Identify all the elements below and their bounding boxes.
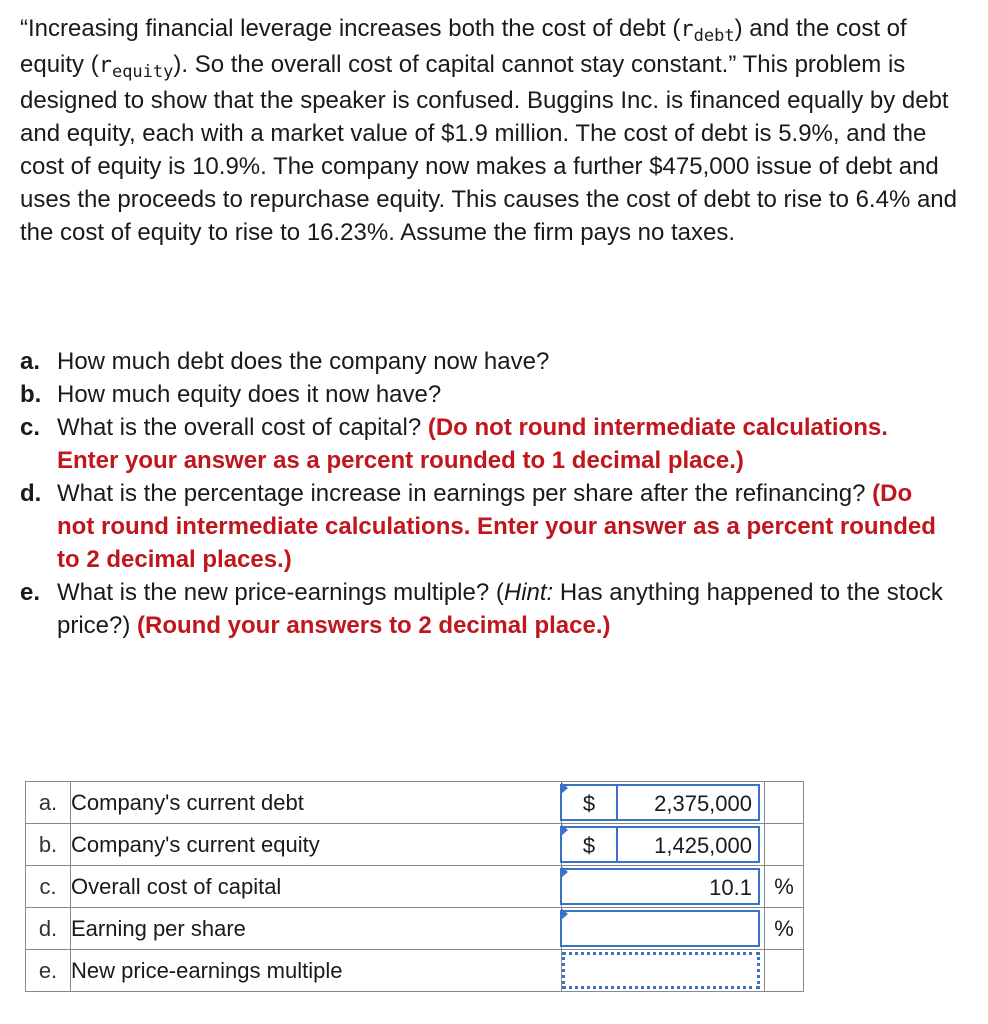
question-list <box>20 345 950 642</box>
question-letter: a. <box>20 348 41 375</box>
instruction-text: (Do not round intermediate calculations. Enter your answer as a percent rounded to 2 decimal places.) <box>57 480 936 573</box>
table-row <box>26 782 804 824</box>
row-letter: a. <box>26 782 71 824</box>
flag-icon <box>561 824 568 836</box>
table-row <box>26 824 804 866</box>
question-text: What is the new price-earnings multiple? ( <box>57 579 504 606</box>
question-text: What is the percentage increase in earnings per share after the refinancing? <box>57 480 866 507</box>
currency-cell <box>562 824 617 866</box>
eps-increase-input[interactable] <box>560 910 760 947</box>
unit-cell <box>765 950 804 992</box>
problem-text-1: “Increasing financial leverage increases both the cost of debt ( <box>20 15 681 42</box>
table-row <box>26 950 804 992</box>
row-label: Earning per share <box>71 908 562 950</box>
question-c <box>20 411 950 477</box>
currency-sign: $ <box>560 784 616 821</box>
row-label: Company's current debt <box>71 782 562 824</box>
flag-icon <box>561 866 568 878</box>
row-label: Overall cost of capital <box>71 866 562 908</box>
flag-icon <box>561 908 568 920</box>
answer-table <box>25 781 804 992</box>
row-letter: d. <box>26 908 71 950</box>
cost-of-capital-input[interactable]: 10.1 <box>560 868 760 905</box>
value-cell <box>616 824 765 866</box>
instruction-text: (Do not round intermediate calculations. Enter your answer as a percent rounded to 1 decimal place.) <box>57 414 888 474</box>
question-letter: c. <box>20 414 41 441</box>
question-d <box>20 477 950 576</box>
currency-cell <box>562 782 617 824</box>
r-debt-subscript: debt <box>693 26 735 46</box>
question-b <box>20 378 950 411</box>
r-equity-subscript: equity <box>111 62 174 82</box>
row-label: Company's current equity <box>71 824 562 866</box>
question-e <box>20 576 950 642</box>
debt-answer-input[interactable]: 2,375,000 <box>616 784 760 821</box>
row-label: New price-earnings multiple <box>71 950 562 992</box>
table-row <box>26 866 804 908</box>
question-letter: d. <box>20 480 42 507</box>
question-letter: e. <box>20 579 41 606</box>
unit-cell <box>765 782 804 824</box>
row-letter: c. <box>26 866 71 908</box>
problem-text-2: ) and the cost of equity ( <box>20 15 907 78</box>
currency-sign: $ <box>560 826 616 863</box>
question-text: How much debt does the company now have? <box>57 348 550 375</box>
flag-icon <box>561 782 568 794</box>
problem-statement <box>20 12 960 249</box>
value-cell <box>562 950 765 992</box>
value-cell <box>562 908 765 950</box>
question-text: What is the overall cost of capital? <box>57 414 422 441</box>
instruction-text: (Round your answers to 2 decimal place.) <box>137 612 611 639</box>
hint-label: Hint: <box>503 579 554 606</box>
r-debt-symbol: r <box>680 17 694 42</box>
question-text: Has anything happened to the stock price?) <box>57 579 943 639</box>
row-letter: e. <box>26 950 71 992</box>
unit-cell: % <box>765 866 804 908</box>
table-row <box>26 908 804 950</box>
unit-cell: % <box>765 908 804 950</box>
equity-answer-input[interactable]: 1,425,000 <box>616 826 760 863</box>
pe-multiple-input[interactable] <box>562 952 760 989</box>
row-letter: b. <box>26 824 71 866</box>
r-equity-symbol: r <box>98 53 112 78</box>
unit-cell <box>765 824 804 866</box>
problem-text-3: ). So the overall cost of capital cannot stay constant.” This problem is designed to show that the speaker is confused. Buggins Inc. is financed equally by debt and equity, each with a market value of $1.9 million. The cost of debt is 5.9%, and the cost of equity is 10.9%. The company now makes a further $475,000 issue of debt and uses the proceeds to repurchase equity. This causes the cost of debt to rise to 6.4% and the cost of equity to rise to 16.23%. Assume the firm pays no taxes. <box>20 51 957 246</box>
question-letter: b. <box>20 381 42 408</box>
question-text: How much equity does it now have? <box>57 381 442 408</box>
value-cell <box>616 782 765 824</box>
question-a <box>20 345 950 378</box>
value-cell <box>562 866 765 908</box>
